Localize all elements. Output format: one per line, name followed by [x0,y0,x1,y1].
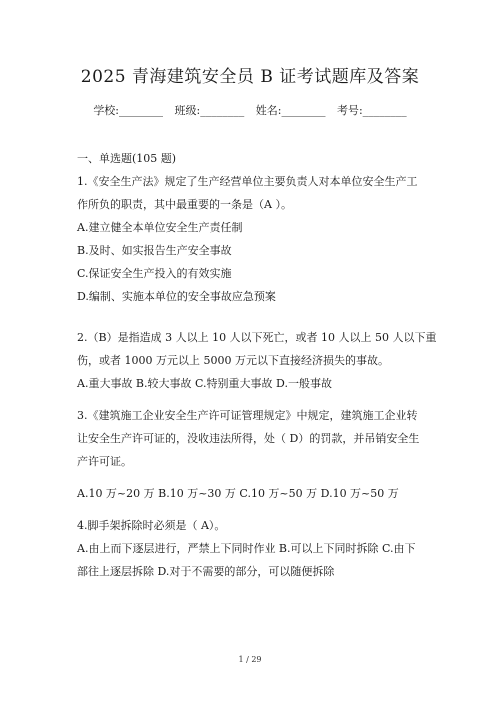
question-2 [77,326,437,395]
answer-option: A.由上而下逐层进行，严禁上下同时作业 B.可以上下同时拆除 C.由下 [77,542,416,555]
answer-option: D.编制、实施本单位的安全事故应急预案 [77,290,276,303]
exam-number-field: 考号:________ [336,104,407,117]
question-1 [77,170,437,308]
section-heading: 一、单选题(105 题) [77,152,177,165]
class-field: 班级:________ [174,104,245,117]
student-info-row [0,102,500,118]
question-stem-line: 作所负的职责，其中最重要的一条是（A ）。 [77,198,292,211]
question-stem-line: 伤，或者 1000 万元以上 5000 万元以下直接经济损失的事故。 [77,354,389,367]
question-stem-line: 4.脚手架拆除时必须是（ A）。 [77,519,226,532]
answer-option: B.及时、如实报告生产安全事故 [77,244,232,257]
document-body [77,147,437,583]
document-title: 2025 青海建筑安全员 B 证考试题库及答案 [80,67,420,87]
answer-option: A.10 万~20 万 B.10 万~30 万 C.10 万~50 万 D.10 万~50 万 [77,487,399,500]
question-stem-line: 3.《建筑施工企业安全生产许可证管理规定》中规定，建筑施工企业转 [77,409,418,422]
question-stem-line: 2.（B）是指造成 3 人以上 10 人以下死亡，或者 10 人以上 50 人以下重 [77,331,437,344]
question-stem-line: 产许可证。 [77,455,132,468]
question-3 [77,404,437,473]
answer-option: C.保证安全生产投入的有效实施 [77,267,232,280]
question-stem-line: 1.《安全生产法》规定了生产经营单位主要负责人对本单位安全生产工 [77,175,418,188]
school-field: 学校:________ [93,104,164,117]
answer-option: 部往上逐层拆除 D.对于不需要的部分，可以随便拆除 [77,565,335,578]
question-stem-line: 让安全生产许可证的，没收违法所得，处（ D）的罚款，并吊销安全生 [77,432,420,445]
question-4 [77,514,437,583]
answer-option: A.建立健全本单位安全生产责任制 [77,221,243,234]
name-field: 姓名:________ [255,104,326,117]
page-number: 1 / 29 [238,655,262,664]
answer-option: A.重大事故 B.较大事故 C.特别重大事故 D.一般事故 [77,377,332,390]
